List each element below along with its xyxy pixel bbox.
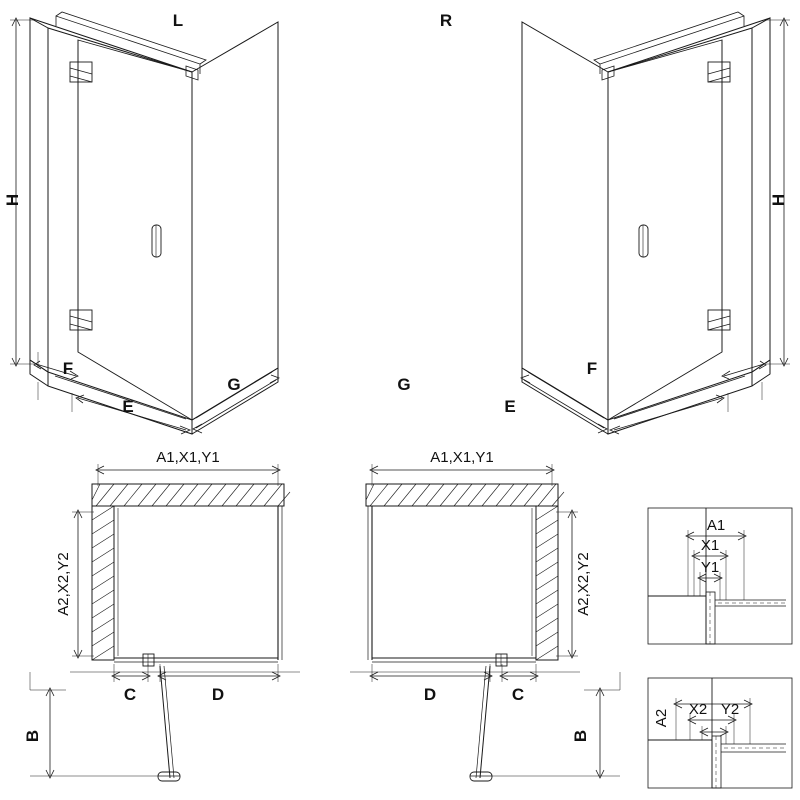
- label-d-right: D: [423, 685, 437, 704]
- detail-view-bottom: [648, 678, 792, 788]
- label-g-left: G: [227, 375, 241, 394]
- label-plan-left-side: A2,X2,Y2: [55, 552, 72, 616]
- label-detail-y2: Y2: [720, 701, 740, 718]
- label-plan-right-side: A2,X2,Y2: [575, 552, 592, 616]
- label-detail-a2: A2: [653, 708, 670, 728]
- label-e-right: E: [504, 397, 516, 416]
- label-plan-left-top: A1,X1,Y1: [156, 449, 220, 466]
- label-e-left: E: [122, 397, 134, 416]
- label-b-right: B: [571, 729, 590, 743]
- label-g-right: G: [397, 375, 411, 394]
- label-b-left: B: [23, 729, 42, 743]
- label-plan-right-top: A1,X1,Y1: [430, 449, 494, 466]
- label-detail-a1: A1: [706, 517, 726, 534]
- iso-view-left: [10, 12, 279, 434]
- label-f-left: F: [62, 359, 74, 378]
- plan-view-left: [30, 464, 300, 781]
- label-c-left: C: [123, 685, 137, 704]
- label-detail-x2: X2: [688, 701, 708, 718]
- label-height-right: H: [769, 193, 788, 207]
- label-c-right: C: [511, 685, 525, 704]
- label-detail-y1: Y1: [700, 559, 720, 576]
- iso-view-right: [521, 12, 790, 434]
- label-variant-right: R: [439, 11, 453, 30]
- label-d-left: D: [211, 685, 225, 704]
- label-detail-x1: X1: [700, 537, 720, 554]
- label-height-left: H: [3, 193, 22, 207]
- label-f-right: F: [586, 359, 598, 378]
- label-variant-left: L: [172, 11, 184, 30]
